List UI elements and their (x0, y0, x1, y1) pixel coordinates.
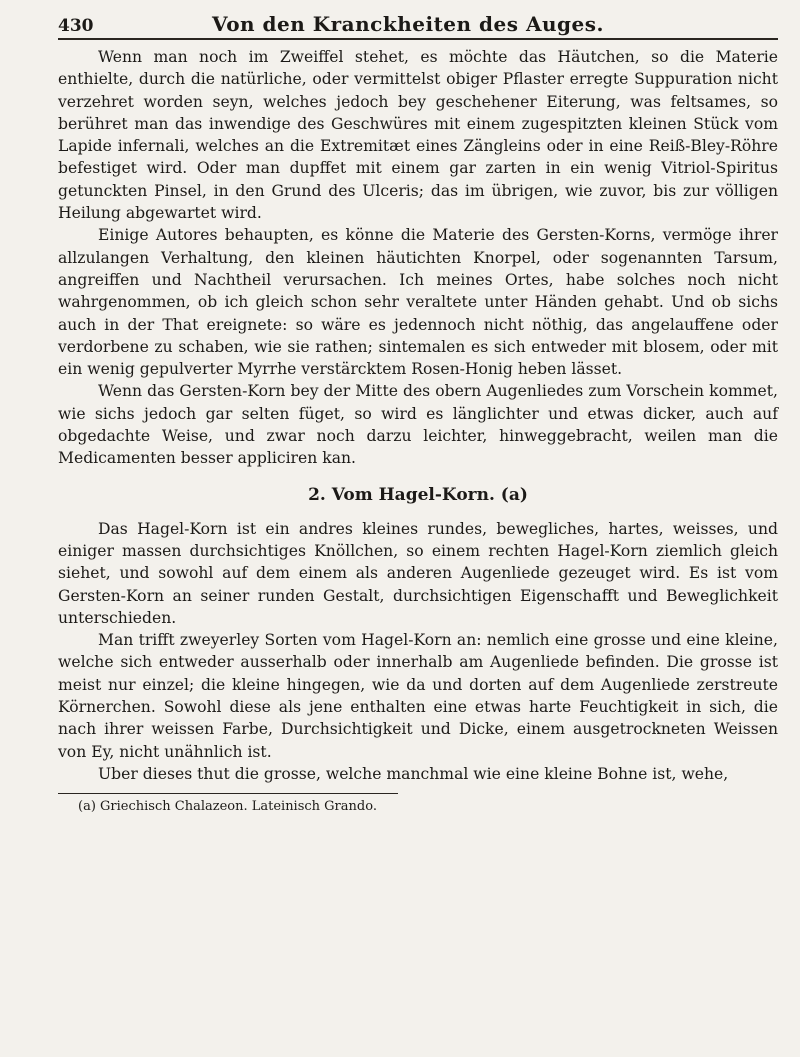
paragraph: Uber dieses thut die grosse, welche manchmal wie eine kleine Bohne ist, wehe, (98, 764, 729, 783)
running-head: Von den Kranckheiten des Auges. (212, 12, 604, 36)
page-number: 430 (58, 16, 94, 36)
paragraph: Wenn das Gersten-Korn bey der Mitte des obern Augenliedes zum Vorschein kommet, wie sichs jedoch gar selten füget, so wird es länglichter und etwas dicker, auch auf obgedachte Weise, und zwar noch darzu leichter, hinweggebracht, weilen man die Medicamenten besser appliciren kan. (58, 382, 778, 468)
paragraph: Einige Autores behaupten, es könne die Materie des Gersten-Korns, vermöge ihrer allzulangen Verhaltung, den kleinen häutichten Knorpel, oder sogenannten Tarsum, angreiffen und Nachtheil verursachen. Ich meines Ortes, habe solches noch nicht wahrgenommen, ob ich gleich schon sehr veraltete unter Händen gehabt. Und ob sichs auch in der That ereignete: so wäre es jedennoch nicht nöthig, das angelauffene oder verdorbene zu schaben, wie sie rathen; sintemalen es sich entweder mit blosem, oder mit ein wenig gepulverter Myrrhe verstärcktem Rosen-Honig heben lässet. (58, 226, 778, 379)
footnote: (a) Griechisch Chalazeon. Lateinisch Grando. (78, 799, 377, 815)
main-text (58, 46, 778, 785)
paragraph: Man trifft zweyerley Sorten vom Hagel-Korn an: nemlich eine grosse und eine kleine, welche sich entweder ausserhalb oder innerhalb am Augenliede befinden. Die grosse ist meist nur einzel; die kleine hingegen, wie da und dorten auf dem Augenliede zerstreute Körnerchen. Sowohl diese als jene enthalten eine etwas harte Feuchtigkeit in sich, die nach ihrer weissen Farbe, Durchsichtigkeit und Dicke, einem ausgetrockneten Weissen von Ey, nicht unähnlich ist. (58, 631, 778, 761)
page-header (58, 12, 778, 40)
section-heading: 2. Vom Hagel-Korn. (a) (308, 484, 528, 505)
paragraph: Wenn man noch im Zweiffel stehet, es möchte das Häutchen, so die Materie enthielte, durch die natürliche, oder vermittelst obiger Pflaster erregte Suppuration nicht verzehret worden seyn, welches jedoch bey geschehener Eiterung, was feltsames, so berühret man das inwendige des Geschwüres mit einem zugespitzten kleinen Stück vom Lapide infernali, welches an die Extremitæt eines Zängleins oder in eine Reiß-Bley-Röhre befestiget wird. Oder man dupffet mit einem gar zarten in ein wenig Vitriol-Spiritus getunckten Pinsel, in den Grund des Ulceris; das im übrigen, wie zuvor, bis zur völligen Heilung abgewartet wird. (58, 48, 778, 223)
footnote-divider (58, 793, 398, 794)
paragraph: Das Hagel-Korn ist ein andres kleines rundes, bewegliches, hartes, weisses, und einiger massen durchsichtiges Knöllchen, so einem rechten Hagel-Korn ziemlich gleich siehet, und sowohl auf dem einem als anderen Augenliede gezeuget wird. Es ist vom Gersten-Korn an seiner runden Gestalt, durchsichtigen Eigenschafft und Beweglichkeit unterschieden. (58, 519, 778, 627)
